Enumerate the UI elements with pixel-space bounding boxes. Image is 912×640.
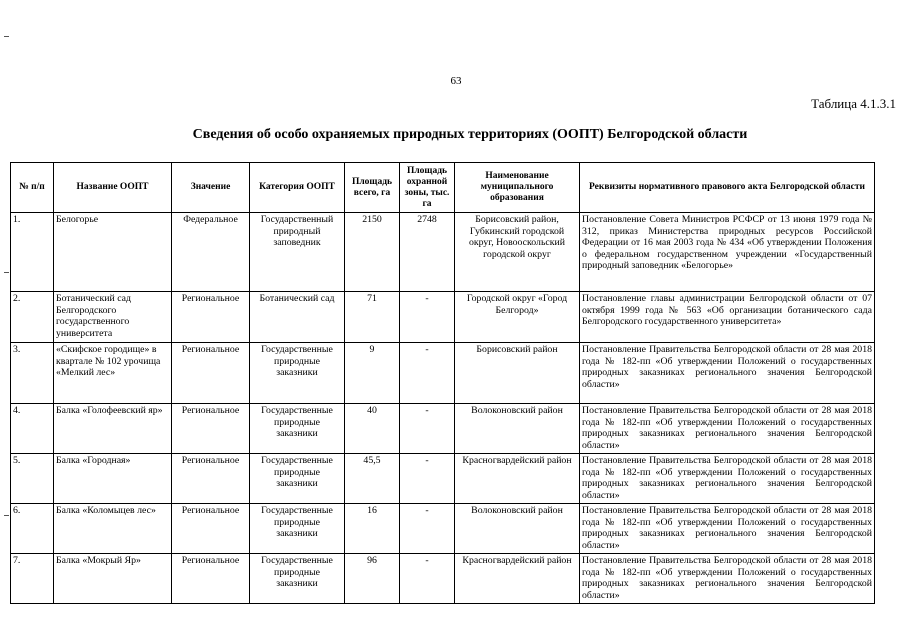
cell-category: Государственные природные заказники xyxy=(250,454,345,504)
cell-num: 5. xyxy=(11,454,54,504)
cell-area: 16 xyxy=(345,504,400,554)
cell-category: Государственные природные заказники xyxy=(250,343,345,404)
document-title: Сведения об особо охраняемых природных территориях (ООПТ) Белгородской области xyxy=(192,127,748,142)
cell-num: 3. xyxy=(11,343,54,404)
table-row xyxy=(11,343,875,404)
header-value: Значение xyxy=(172,163,250,213)
cell-name: Балка «Голофеевский яр» xyxy=(54,404,172,454)
scan-mark xyxy=(4,36,9,37)
cell-act: Постановление Правительства Белгородской области от 28 мая 2018 года № 182-пп «Об утверждении Положений о государственных природных заказниках регионального значения Белгородской области» xyxy=(580,454,875,504)
cell-name: «Скифское городище» в квартале № 102 урочища «Мелкий лес» xyxy=(54,343,172,404)
cell-num: 2. xyxy=(11,292,54,343)
cell-municipality: Красногвардейский район xyxy=(455,454,580,504)
cell-name: Балка «Городная» xyxy=(54,454,172,504)
table-row xyxy=(11,404,875,454)
cell-num: 6. xyxy=(11,504,54,554)
cell-name: Балка «Мокрый Яр» xyxy=(54,554,172,604)
cell-act: Постановление Правительства Белгородской области от 28 мая 2018 года № 182-пп «Об утверждении Положений о государственных природных заказниках регионального значения Белгородской области» xyxy=(580,404,875,454)
cell-area: 40 xyxy=(345,404,400,454)
cell-category: Государственные природные заказники xyxy=(250,404,345,454)
header-category: Категория ООПТ xyxy=(250,163,345,213)
header-municipality: Наименование муниципального образования xyxy=(455,163,580,213)
cell-category: Ботанический сад xyxy=(250,292,345,343)
cell-area: 2150 xyxy=(345,213,400,292)
cell-area: 71 xyxy=(345,292,400,343)
cell-value: Федеральное xyxy=(172,213,250,292)
cell-area: 96 xyxy=(345,554,400,604)
cell-category: Государственный природный заповедник xyxy=(250,213,345,292)
table-row xyxy=(11,213,875,292)
cell-value: Региональное xyxy=(172,343,250,404)
cell-value: Региональное xyxy=(172,292,250,343)
cell-act: Постановление Правительства Белгородской области от 28 мая 2018 года № 182-пп «Об утверждении Положений о государственных природных заказниках регионального значения Белгородской области» xyxy=(580,343,875,404)
cell-zone: - xyxy=(400,404,455,454)
cell-municipality: Волоконовский район xyxy=(455,404,580,454)
table-row xyxy=(11,454,875,504)
cell-num: 7. xyxy=(11,554,54,604)
cell-category: Государственные природные заказники xyxy=(250,504,345,554)
table-header-row xyxy=(11,163,875,213)
cell-act: Постановление Совета Министров РСФСР от 13 июня 1979 года № 312, приказ Министерства природных ресурсов Российской Федерации от 16 мая 2003 года № 434 «Об утверждении Положения о федеральном государственном учреждении «Государственный природный заповедник «Белогорье» xyxy=(580,213,875,292)
header-area: Площадь всего, га xyxy=(345,163,400,213)
cell-num: 1. xyxy=(11,213,54,292)
cell-municipality: Борисовский район, Губкинский городской округ, Новооскольский городской округ xyxy=(455,213,580,292)
header-name: Название ООПТ xyxy=(54,163,172,213)
cell-zone: - xyxy=(400,504,455,554)
table-row xyxy=(11,292,875,343)
cell-municipality: Городской округ «Город Белгород» xyxy=(455,292,580,343)
page-number: 63 xyxy=(450,75,462,87)
table-row xyxy=(11,504,875,554)
cell-zone: - xyxy=(400,454,455,504)
cell-zone: 2748 xyxy=(400,213,455,292)
cell-zone: - xyxy=(400,292,455,343)
header-num: № п/п xyxy=(11,163,54,213)
cell-name: Ботанический сад Белгородского государственного университета xyxy=(54,292,172,343)
scan-mark xyxy=(4,272,9,273)
scan-mark xyxy=(4,515,9,516)
cell-value: Региональное xyxy=(172,454,250,504)
cell-act: Постановление Правительства Белгородской области от 28 мая 2018 года № 182-пп «Об утверждении Положений о государственных природных заказниках регионального значения Белгородской области» xyxy=(580,504,875,554)
cell-municipality: Волоконовский район xyxy=(455,504,580,554)
cell-act: Постановление главы администрации Белгородской области от 07 октября 1999 года № 563 «Об организации ботанического сада Белгородского государственного университета» xyxy=(580,292,875,343)
cell-zone: - xyxy=(400,343,455,404)
table-row xyxy=(11,554,875,604)
cell-area: 45,5 xyxy=(345,454,400,504)
cell-act: Постановление Правительства Белгородской области от 28 мая 2018 года № 182-пп «Об утверждении Положений о государственных природных заказниках регионального значения Белгородской области» xyxy=(580,554,875,604)
cell-name: Балка «Коломыцев лес» xyxy=(54,504,172,554)
cell-zone: - xyxy=(400,554,455,604)
oopt-table xyxy=(10,162,875,604)
table-label: Таблица 4.1.3.1 xyxy=(811,96,896,111)
header-act: Реквизиты нормативного правового акта Белгородской области xyxy=(580,163,875,213)
header-zone: Площадь охранной зоны, тыс. га xyxy=(400,163,455,213)
cell-value: Региональное xyxy=(172,404,250,454)
cell-num: 4. xyxy=(11,404,54,454)
cell-municipality: Борисовский район xyxy=(455,343,580,404)
cell-area: 9 xyxy=(345,343,400,404)
cell-municipality: Красногвардейский район xyxy=(455,554,580,604)
cell-value: Региональное xyxy=(172,504,250,554)
cell-name: Белогорье xyxy=(54,213,172,292)
cell-category: Государственные природные заказники xyxy=(250,554,345,604)
cell-value: Региональное xyxy=(172,554,250,604)
